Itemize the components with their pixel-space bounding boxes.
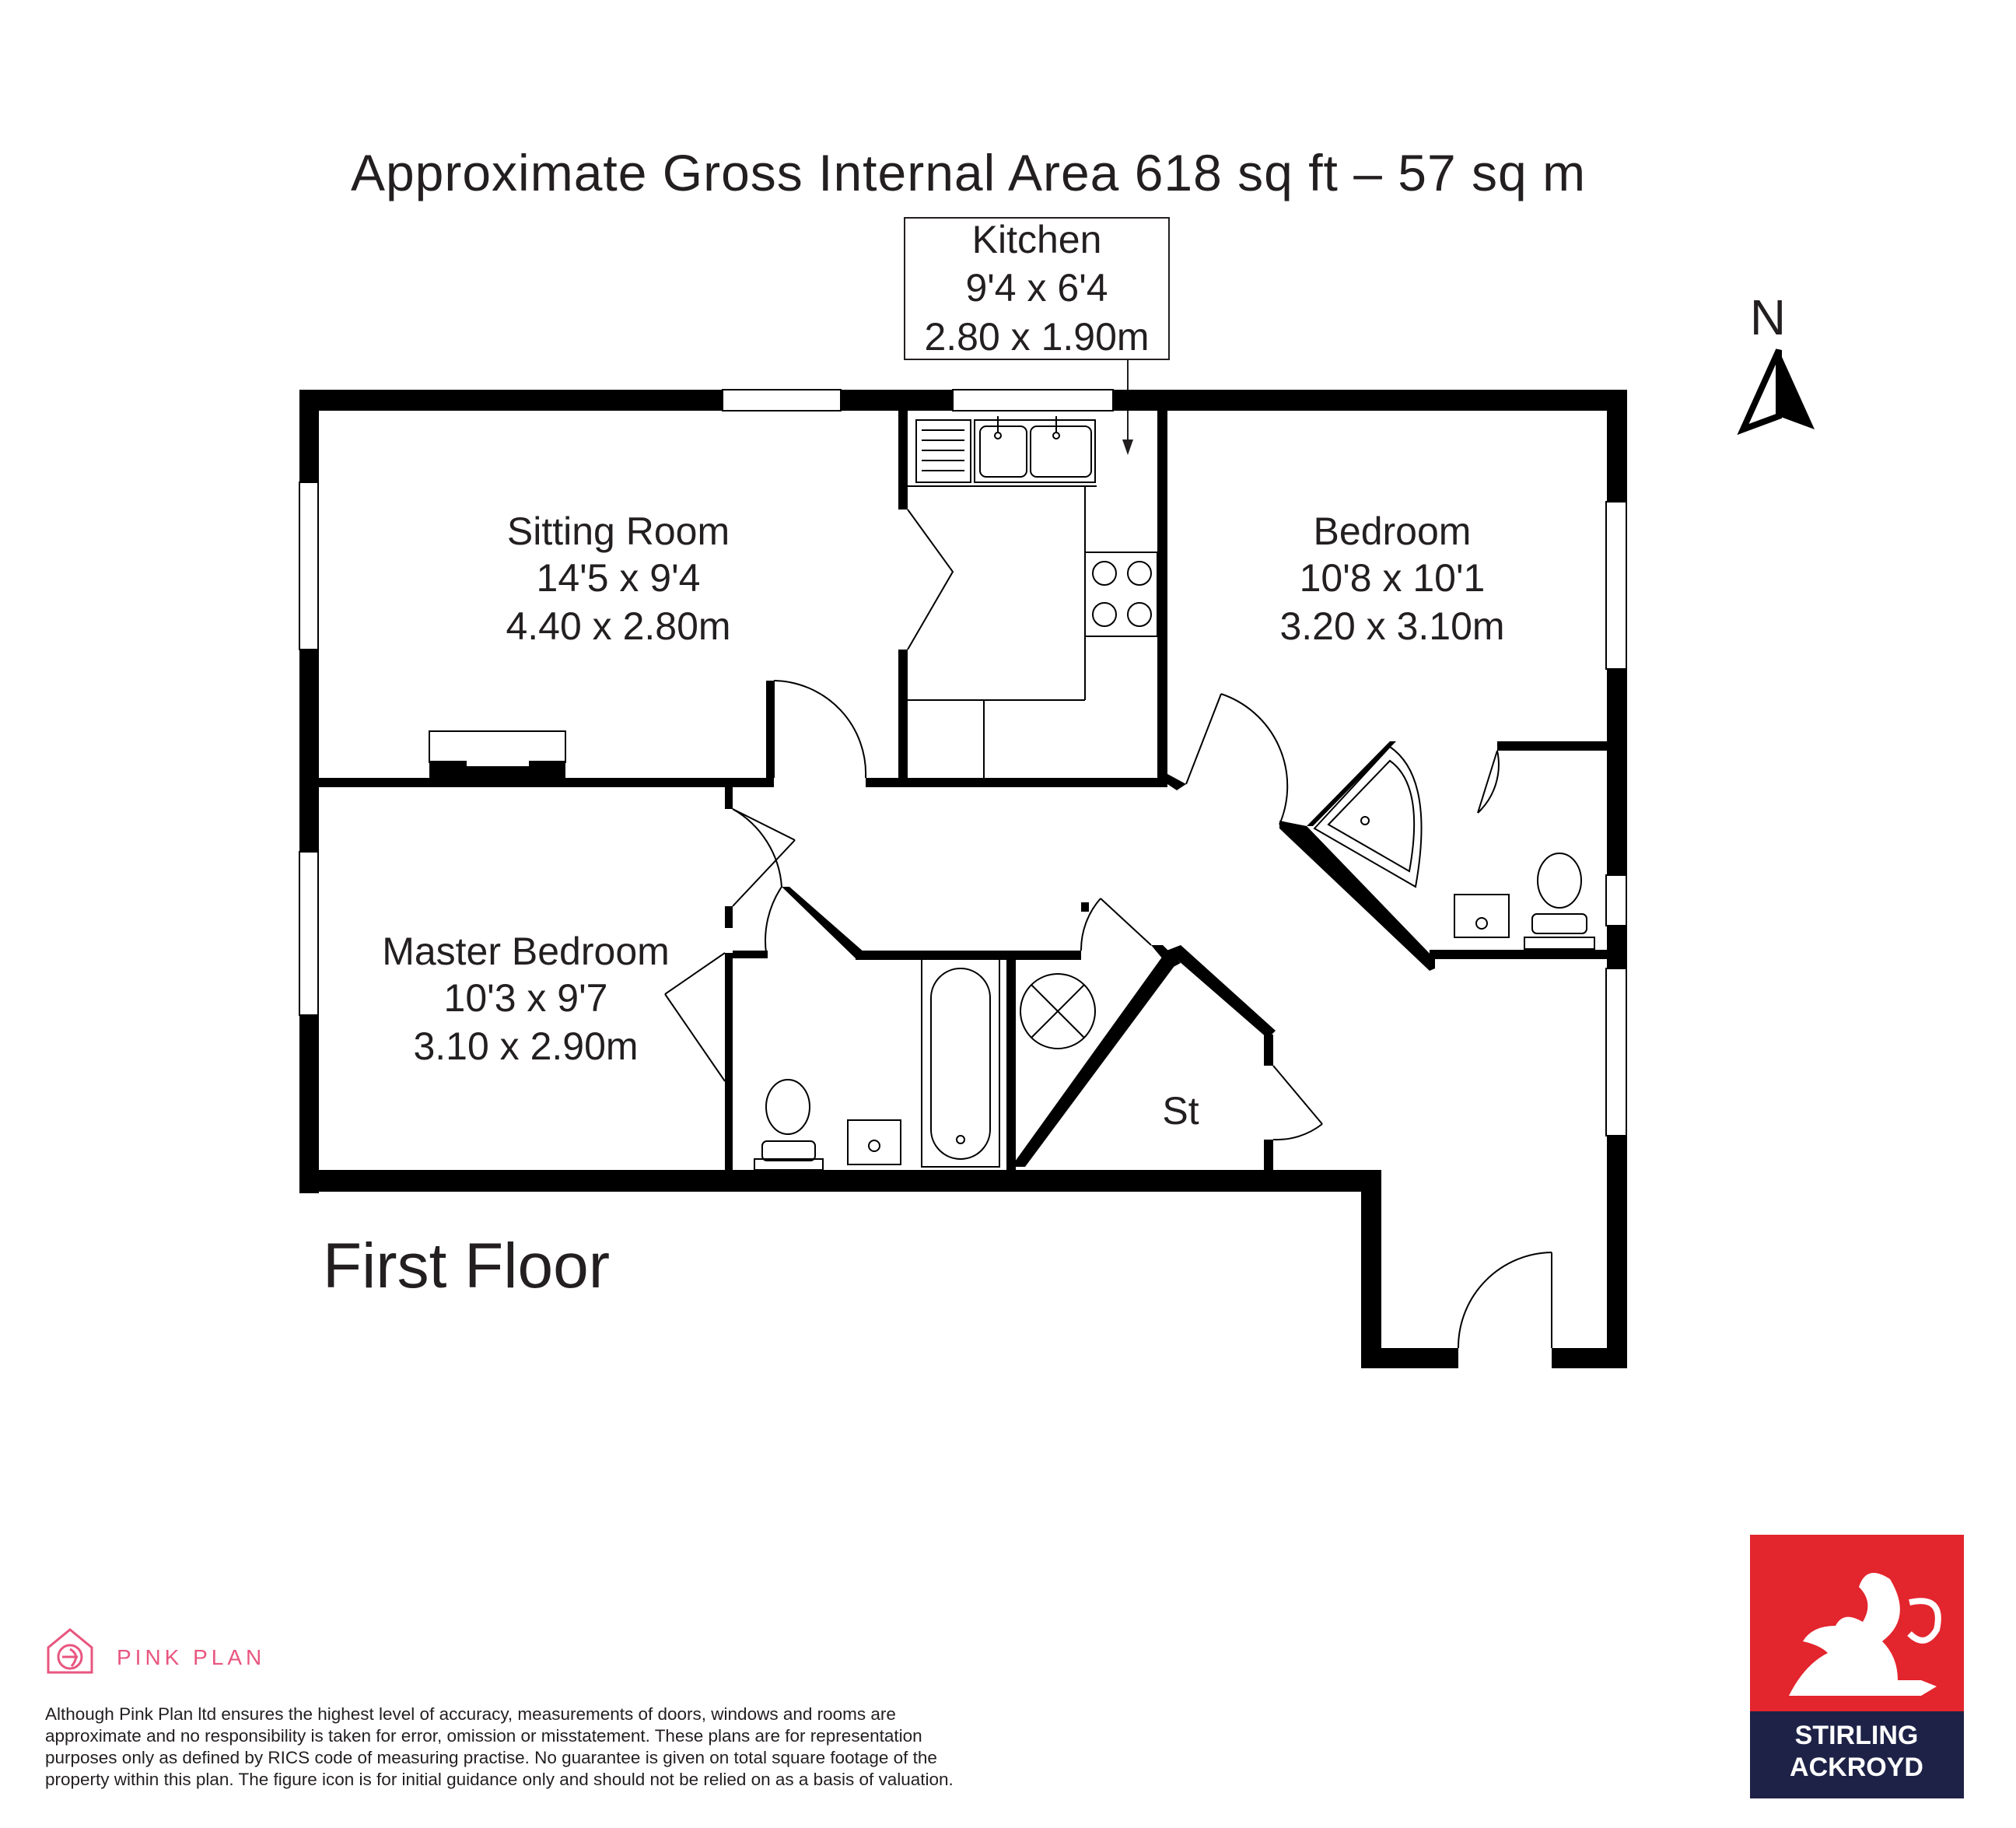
disclaimer: [45, 1704, 1134, 1791]
disclaimer-line: Although Pink Plan ltd ensures the highest level of accuracy, measurements of doors, windows and rooms are: [45, 1704, 896, 1724]
sitting-room-imperial: 14'5 x 9'4: [536, 556, 701, 600]
master-bedroom-name: Master Bedroom: [382, 930, 670, 973]
pink-plan-logo: [48, 1630, 92, 1672]
disclaimer-line: approximate and no responsibility is taken for error, omission or misstatement. These plans are for representation: [45, 1726, 922, 1746]
agent-line1: STIRLING: [1794, 1721, 1919, 1750]
kitchen-name: Kitchen: [971, 218, 1102, 261]
north-arrow: [1743, 289, 1815, 429]
bedroom-metric: 3.20 x 3.10m: [1279, 604, 1505, 648]
store-label: St: [1162, 1089, 1199, 1133]
svg-text:N: N: [1749, 289, 1787, 345]
stirling-ackroyd-logo: [1750, 1535, 1964, 1798]
floor-label: First Floor: [323, 1231, 610, 1301]
disclaimer-line: purposes only as defined by RICS code of measuring practise. No guarantee is given on total square footage of the: [45, 1748, 937, 1767]
sitting-room-metric: 4.40 x 2.80m: [506, 604, 731, 648]
master-bedroom-metric: 3.10 x 2.90m: [413, 1024, 639, 1068]
kitchen-metric: 2.80 x 1.90m: [924, 315, 1150, 359]
bedroom-imperial: 10'8 x 10'1: [1299, 556, 1486, 600]
master-bedroom-imperial: 10'3 x 9'7: [443, 976, 608, 1020]
disclaimer-line: property within this plan. The figure icon is for initial guidance only and should not be relied on as a basis of valuation.: [45, 1770, 954, 1789]
pink-plan-brand: PINK PLAN: [117, 1645, 266, 1669]
area-title: Approximate Gross Internal Area 618 sq ft – 57 sq m: [350, 144, 1587, 201]
sitting-room-name: Sitting Room: [506, 510, 730, 553]
bedroom-name: Bedroom: [1313, 510, 1472, 553]
agent-line2: ACKROYD: [1790, 1753, 1923, 1782]
kitchen-fittings: [908, 416, 1157, 778]
kitchen-imperial: 9'4 x 6'4: [965, 266, 1108, 310]
fireplace: [429, 731, 565, 780]
